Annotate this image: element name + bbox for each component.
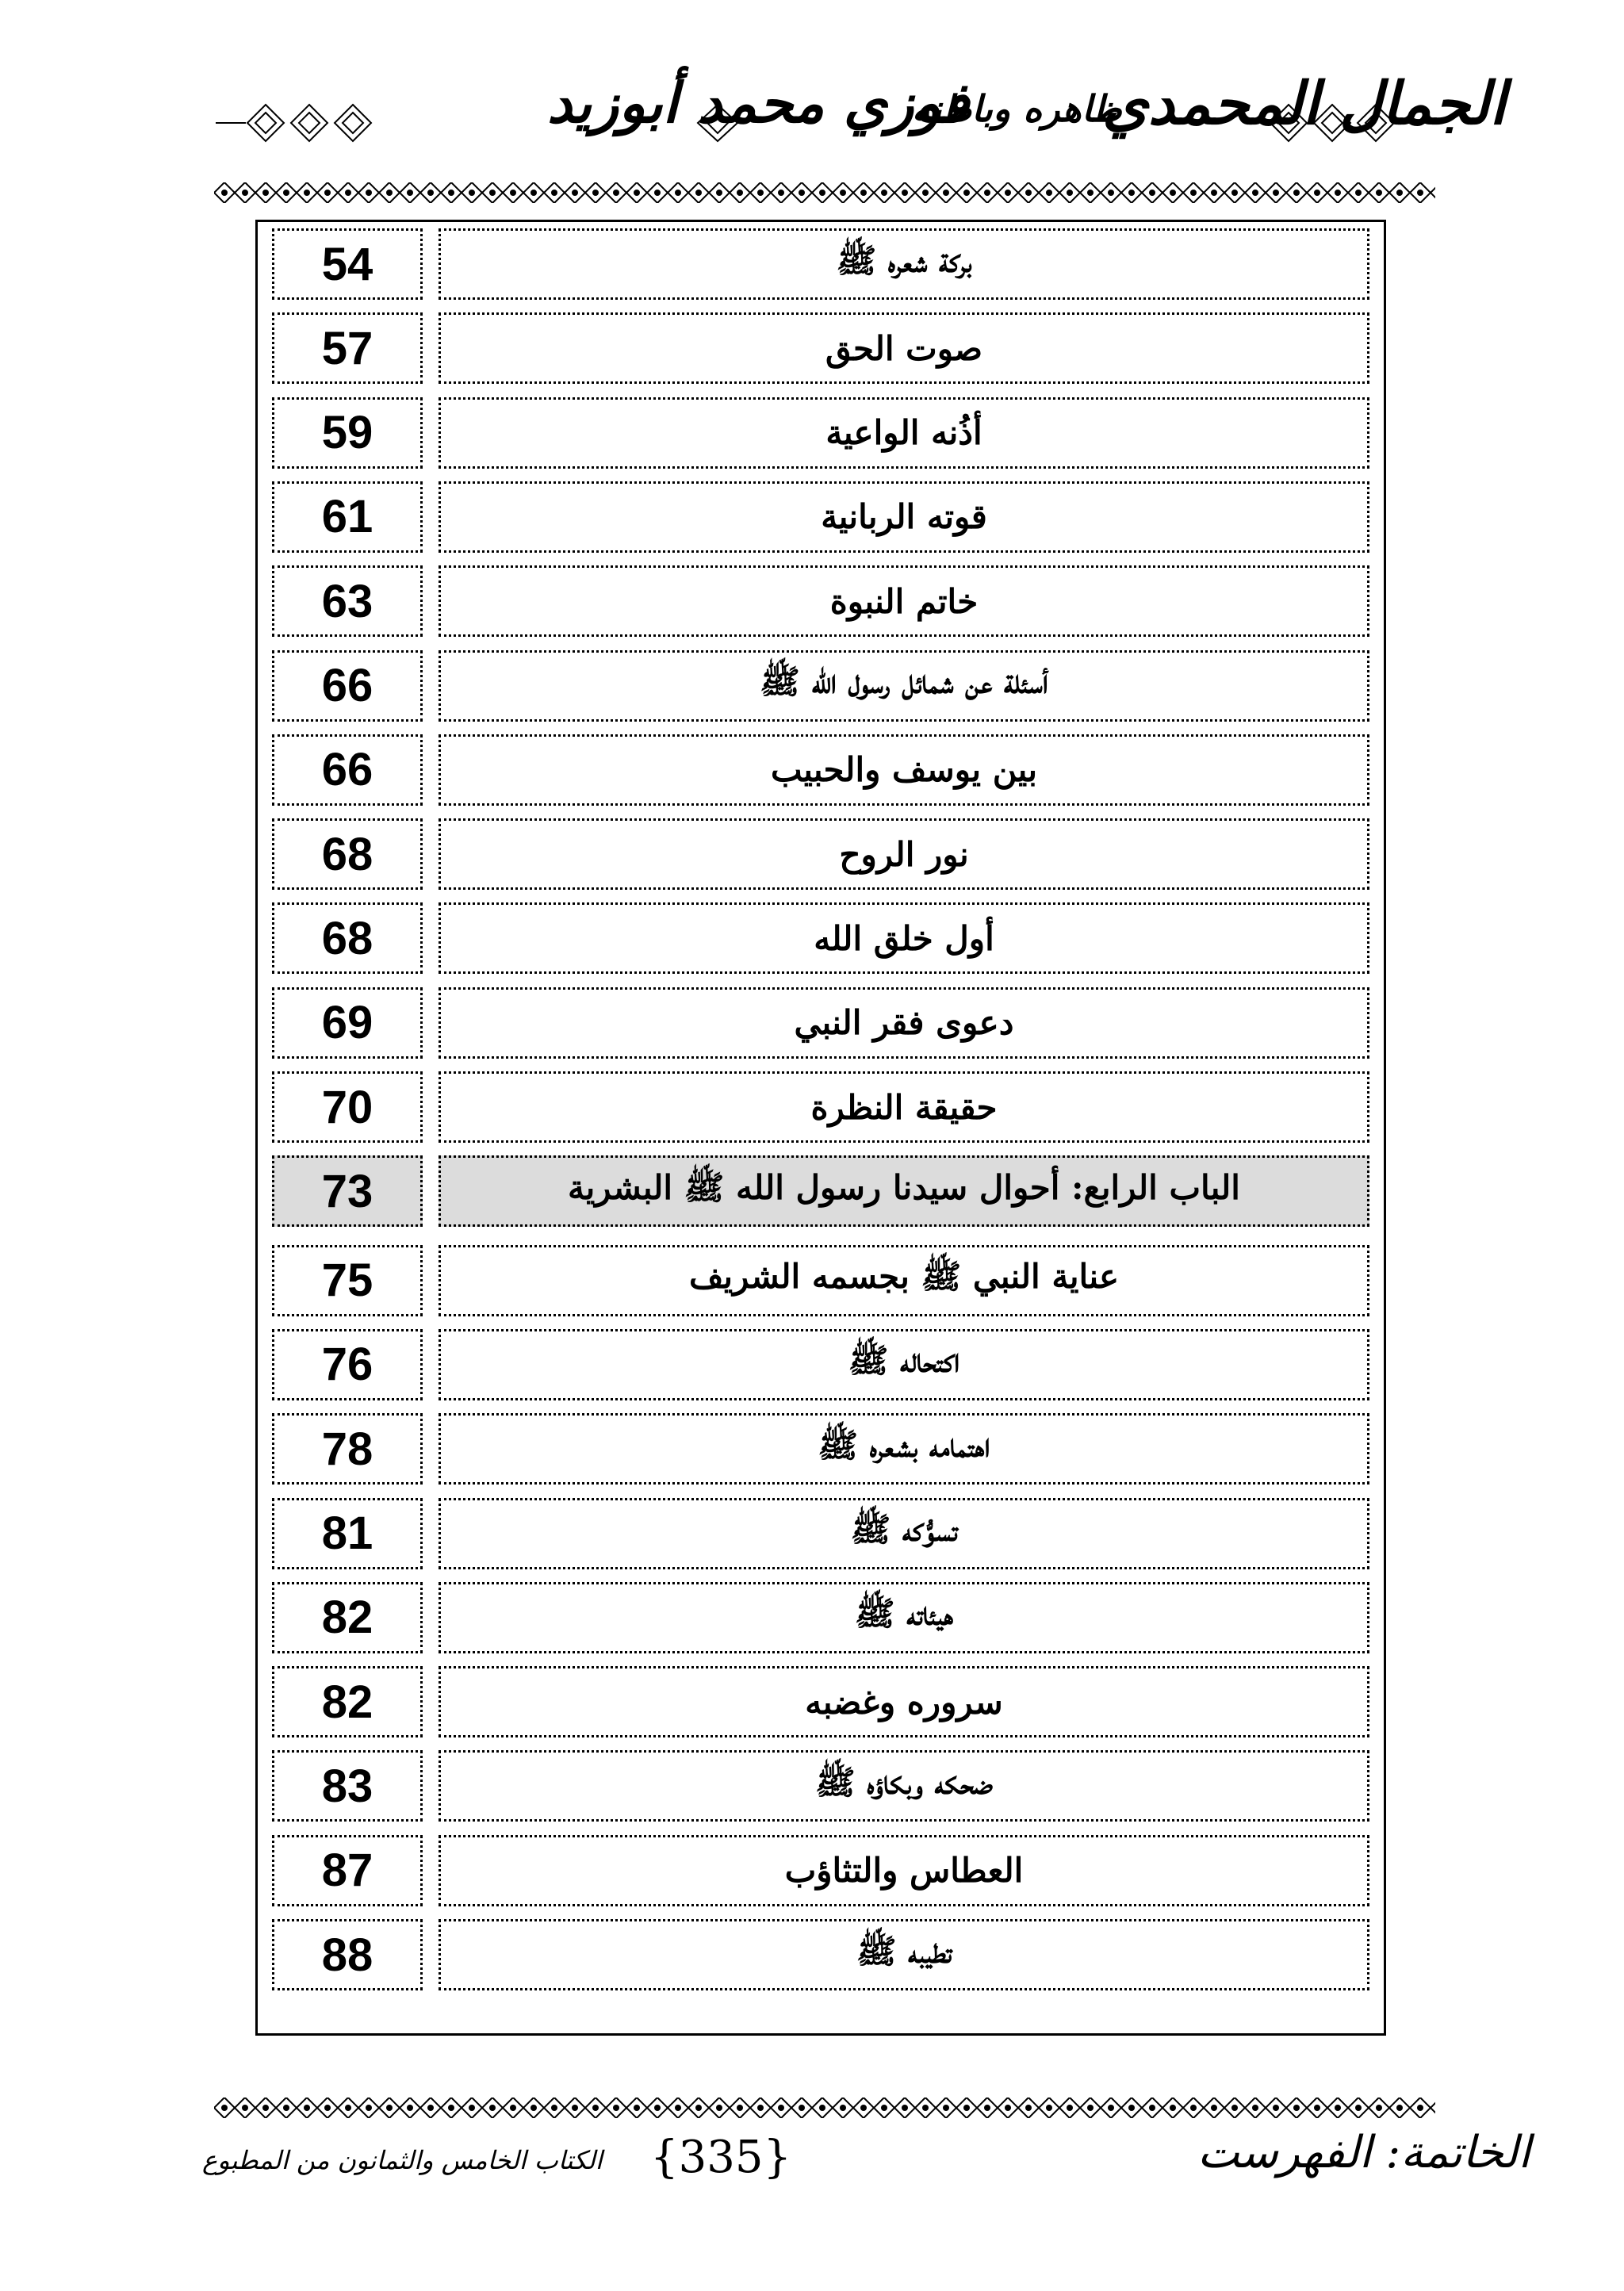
author-name: فوزي محمد أبوزيد [547, 70, 969, 136]
toc-entry-title: أسئلة عن شمائل رسول الله ﷺ [439, 650, 1369, 722]
table-row [258, 1919, 1384, 1990]
toc-entry-page: 57 [272, 312, 423, 384]
page-number: {335} [650, 2132, 792, 2183]
toc-entry-title: عناية النبي ﷺ بجسمه الشريف [439, 1245, 1369, 1316]
toc-entry-title: تسوُّكه ﷺ [439, 1498, 1369, 1569]
toc-entry-page: 87 [272, 1835, 423, 1906]
toc-entry-page: 73 [272, 1155, 423, 1227]
toc-entry-title: الباب الرابع: أحوال سيدنا رسول الله ﷺ البشرية [439, 1155, 1369, 1227]
table-row [258, 902, 1384, 974]
toc-entry-page: 59 [272, 397, 423, 469]
toc-entry-title: أذُنه الواعية [439, 397, 1369, 469]
toc-entry-page: 81 [272, 1498, 423, 1569]
toc-entry-title: بركة شعره ﷺ [439, 228, 1369, 300]
table-row [258, 481, 1384, 553]
toc-entry-page: 61 [272, 481, 423, 553]
table-row [258, 312, 1384, 384]
toc-entry-title: خاتم النبوة [439, 565, 1369, 637]
toc-entry-title: اهتمامه بشعره ﷺ [439, 1413, 1369, 1485]
toc-entry-page: 75 [272, 1245, 423, 1316]
toc-entry-page: 83 [272, 1750, 423, 1822]
toc-entry-title: ضحكه وبكاؤه ﷺ [439, 1750, 1369, 1822]
toc-entry-page: 66 [272, 734, 423, 806]
table-row [258, 1329, 1384, 1400]
table-row [258, 987, 1384, 1059]
table-row [258, 1155, 1384, 1227]
table-row [258, 1582, 1384, 1653]
table-row [258, 1245, 1384, 1316]
toc-entry-page: 82 [272, 1666, 423, 1737]
toc-entry-page: 76 [272, 1329, 423, 1400]
toc-entry-page: 66 [272, 650, 423, 722]
decorative-border-top [214, 182, 1435, 203]
toc-entry-title: اكتحاله ﷺ [439, 1329, 1369, 1400]
toc-entry-title: أول خلق الله [439, 902, 1369, 974]
decorative-border-bottom [214, 2098, 1435, 2118]
toc-entry-title: سروره وغضبه [439, 1666, 1369, 1737]
footer-section-label: الخاتمة: الفهرست [1197, 2127, 1531, 2178]
book-subtitle: ظاهره وباطنه [912, 87, 1122, 130]
toc-entry-title: حقيقة النظرة [439, 1071, 1369, 1143]
toc-entry-title: دعوى فقر النبي [439, 987, 1369, 1059]
table-row [258, 1835, 1384, 1906]
toc-entry-page: 88 [272, 1919, 423, 1990]
toc-entry-title: هيئاته ﷺ [439, 1582, 1369, 1653]
table-row [258, 397, 1384, 469]
table-row [258, 565, 1384, 637]
toc-entry-title: قوته الربانية [439, 481, 1369, 553]
table-row [258, 734, 1384, 806]
table-row [258, 1413, 1384, 1485]
table-row [258, 818, 1384, 890]
toc-entry-title: تطيبه ﷺ [439, 1919, 1369, 1990]
toc-entry-page: 63 [272, 565, 423, 637]
toc-entry-page: 78 [272, 1413, 423, 1485]
toc-entry-title: صوت الحق [439, 312, 1369, 384]
toc-entry-page: 69 [272, 987, 423, 1059]
toc-entry-page: 54 [272, 228, 423, 300]
footer-book-label: الكتاب الخامس والثمانون من المطبوع [202, 2145, 603, 2175]
toc-entry-title: نور الروح [439, 818, 1369, 890]
toc-entry-title: العطاس والتثاؤب [439, 1835, 1369, 1906]
toc-entry-page: 70 [272, 1071, 423, 1143]
table-of-contents [255, 220, 1386, 2036]
toc-entry-page: 68 [272, 818, 423, 890]
table-row [258, 1498, 1384, 1569]
diamond-ornament-icon [214, 103, 373, 143]
toc-entry-title: بين يوسف والحبيب [439, 734, 1369, 806]
table-row [258, 1071, 1384, 1143]
table-row [258, 1666, 1384, 1737]
table-row [258, 1750, 1384, 1822]
book-title: الجمال المحمدي [1102, 70, 1506, 138]
table-row [258, 650, 1384, 722]
toc-entry-page: 82 [272, 1582, 423, 1653]
toc-entry-page: 68 [272, 902, 423, 974]
page-header [214, 56, 1506, 167]
table-row [258, 228, 1384, 300]
